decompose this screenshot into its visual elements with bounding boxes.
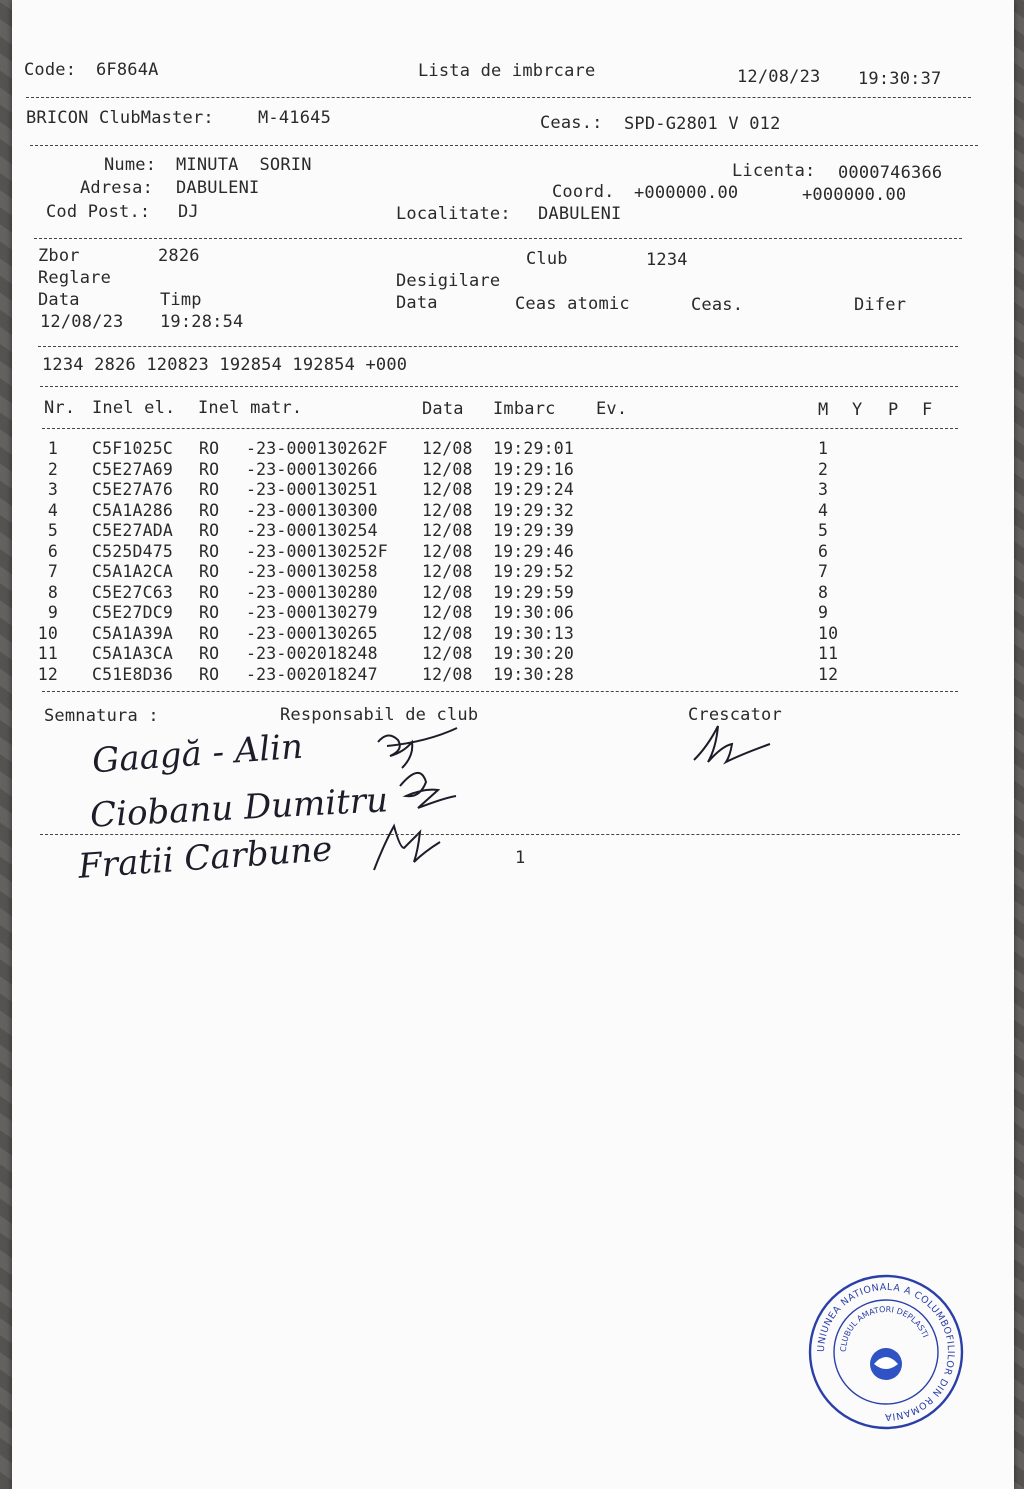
cell-nr: 9	[47, 603, 58, 622]
cell-m: 12	[818, 664, 839, 684]
cell-date: 12/08	[422, 664, 473, 684]
breeder-label: Crescator	[688, 705, 782, 725]
cell-ring-reg: -23-000130300	[246, 500, 378, 520]
cell-nr: 5	[47, 521, 58, 540]
cell-country: RO	[199, 664, 220, 684]
col-y: Y	[852, 400, 863, 420]
cell-ring-reg: -23-000130251	[246, 480, 378, 499]
flight-number: 2826	[158, 246, 200, 266]
cell-ring-reg: -23-000130266	[246, 459, 378, 479]
cell-nr: 7	[47, 562, 58, 581]
handwritten-signature-2: Ciobanu Dumitru	[89, 780, 389, 836]
col-p: P	[888, 400, 899, 420]
cell-ring-el: C5A1A286	[92, 500, 174, 520]
col-ring-reg: Inel matr.	[198, 398, 303, 418]
cell-nr: 10	[37, 623, 58, 643]
cell-date: 12/08	[422, 623, 473, 643]
cell-m: 10	[818, 623, 839, 643]
document-title: Lista de imbrcare	[418, 61, 596, 81]
clock-model: SPD-G2801 V 012	[624, 114, 781, 134]
unseal-label: Desigilare	[396, 271, 501, 291]
cell-country: RO	[199, 500, 220, 520]
cell-country: RO	[199, 644, 220, 663]
cell-m: 1	[818, 439, 829, 458]
coord-label: Coord.	[552, 182, 615, 202]
col-entry: Imbarc	[493, 399, 556, 419]
cell-nr: 3	[47, 480, 58, 499]
col-f: F	[922, 400, 933, 420]
cell-m: 5	[818, 521, 829, 540]
setting-label: Reglare	[38, 268, 112, 288]
cell-ring-reg: -23-000130252F	[246, 541, 388, 561]
setting-time: 19:28:54	[160, 312, 244, 332]
cell-ring-reg: -23-000130258	[246, 562, 378, 581]
cell-country: RO	[199, 603, 220, 622]
cell-nr: 4	[47, 500, 58, 520]
code-value: 6F864A	[96, 60, 159, 80]
device-id: M-41645	[258, 108, 332, 128]
cell-time: 19:30:28	[493, 664, 575, 684]
cell-nr: 2	[47, 459, 58, 479]
cell-country: RO	[199, 582, 220, 602]
setting-time-label: Timp	[160, 290, 202, 310]
print-date: 12/08/23	[737, 67, 821, 87]
cell-date: 12/08	[422, 644, 473, 663]
locality-value: DABULENI	[538, 204, 622, 224]
cell-time: 19:30:20	[493, 644, 575, 663]
col-ev: Ev.	[596, 399, 628, 419]
club-label: Club	[526, 249, 568, 269]
club-responsible-label: Responsabil de club	[280, 705, 479, 725]
cell-country: RO	[199, 562, 220, 581]
receipt-paper	[12, 0, 1014, 1489]
cell-country: RO	[199, 623, 220, 643]
cell-nr: 1	[47, 439, 58, 458]
cell-ring-reg: -23-000130265	[246, 623, 378, 643]
cell-m: 2	[818, 459, 829, 479]
postal-code: DJ	[178, 202, 199, 222]
cell-ring-reg: -23-000130254	[246, 521, 378, 540]
col-date: Data	[422, 399, 464, 419]
license-number: 0000746366	[838, 163, 943, 183]
signature-scribbles	[12, 0, 1014, 900]
address-label: Adresa:	[80, 178, 154, 198]
cell-m: 7	[818, 562, 829, 581]
cell-time: 19:29:01	[493, 439, 575, 458]
device-name: BRICON ClubMaster:	[26, 108, 214, 128]
cell-time: 19:29:32	[493, 500, 575, 520]
name-label: Nume:	[104, 155, 157, 175]
difference-label: Difer	[854, 295, 907, 315]
coord-2: +000000.00	[802, 185, 907, 205]
cell-time: 19:29:24	[493, 480, 575, 499]
cell-ring-reg: -23-000130262F	[246, 439, 388, 458]
cell-date: 12/08	[422, 459, 473, 479]
code-label: Code:	[24, 60, 77, 80]
cell-ring-el: C5A1A2CA	[92, 562, 174, 581]
cell-m: 8	[818, 582, 829, 602]
cell-time: 19:29:46	[493, 541, 575, 561]
cell-date: 12/08	[422, 521, 473, 540]
flight-label: Zbor	[38, 246, 80, 266]
cell-time: 19:29:52	[493, 562, 575, 581]
club-number: 1234	[646, 250, 688, 270]
cell-country: RO	[199, 541, 220, 561]
cell-date: 12/08	[422, 480, 473, 499]
cell-ring-reg: -23-002018247	[246, 664, 378, 684]
license-label: Licenta:	[732, 161, 816, 181]
cell-ring-reg: -23-000130279	[246, 603, 378, 622]
unseal-date-label: Data	[396, 293, 438, 313]
cell-country: RO	[199, 439, 220, 458]
club-stamp	[806, 1272, 966, 1432]
cell-country: RO	[199, 480, 220, 499]
cell-ring-el: C5E27A69	[92, 459, 174, 479]
cell-date: 12/08	[422, 603, 473, 622]
cell-m: 3	[818, 480, 829, 499]
cell-country: RO	[199, 459, 220, 479]
atomic-clock-label: Ceas atomic	[515, 294, 630, 314]
postal-label: Cod Post.:	[46, 202, 151, 222]
owner-name: MINUTA SORIN	[176, 155, 312, 175]
cell-ring-el: C5A1A39A	[92, 623, 174, 643]
divider	[40, 834, 960, 835]
setting-date: 12/08/23	[40, 312, 124, 332]
cell-time: 19:30:13	[493, 623, 575, 643]
cell-date: 12/08	[422, 562, 473, 581]
cell-country: RO	[199, 521, 220, 540]
signature-label: Semnatura :	[44, 706, 159, 726]
svg-text:CLUBUL AMATORI DEPLASTI: CLUBUL AMATORI DEPLASTI	[838, 1304, 931, 1353]
cell-time: 19:29:16	[493, 459, 575, 479]
cell-m: 4	[818, 500, 829, 520]
col-ring-el: Inel el.	[92, 398, 176, 418]
page-number: 1	[515, 848, 526, 868]
cell-ring-el: C5E27C63	[92, 582, 174, 602]
cell-time: 19:29:39	[493, 521, 575, 540]
coord-1: +000000.00	[634, 183, 739, 203]
handwritten-signature-3: Fratii Carbune	[76, 829, 334, 887]
cell-m: 6	[818, 541, 829, 561]
clock-col-label: Ceas.	[691, 295, 744, 315]
cell-date: 12/08	[422, 541, 473, 561]
cell-date: 12/08	[422, 582, 473, 602]
cell-ring-el: C51E8D36	[92, 664, 174, 684]
cell-ring-reg: -23-002018248	[246, 644, 378, 663]
cell-time: 19:30:06	[493, 603, 575, 622]
clock-label: Ceas.:	[540, 113, 603, 133]
cell-nr: 6	[47, 541, 58, 561]
cell-ring-el: C525D475	[92, 541, 174, 561]
cell-ring-reg: -23-000130280	[246, 582, 378, 602]
handwritten-signature-1: Gaagă - Alin	[90, 726, 305, 782]
locality-label: Localitate:	[396, 204, 511, 224]
cell-ring-el: C5E27A76	[92, 480, 174, 499]
cell-ring-el: C5E27ADA	[92, 521, 174, 540]
summary-line: 1234 2826 120823 192854 192854 +000	[42, 355, 408, 375]
cell-date: 12/08	[422, 500, 473, 520]
cell-ring-el: C5F1025C	[92, 439, 174, 458]
cell-m: 9	[818, 603, 829, 622]
owner-address: DABULENI	[176, 178, 260, 198]
print-time: 19:30:37	[858, 69, 942, 89]
cell-date: 12/08	[422, 439, 473, 458]
setting-date-label: Data	[38, 290, 80, 310]
cell-nr: 12	[37, 664, 58, 684]
cell-time: 19:29:59	[493, 582, 575, 602]
col-nr: Nr.	[44, 398, 76, 418]
cell-ring-el: C5A1A3CA	[92, 644, 174, 663]
svg-text:UNIUNEA NATIONALA A COLUMBOFIL: UNIUNEA NATIONALA A COLUMBOFILILOR DIN ROMANIA	[815, 1281, 957, 1423]
cell-nr: 11	[37, 644, 58, 663]
cell-nr: 8	[47, 582, 58, 602]
col-m: M	[818, 400, 829, 420]
cell-ring-el: C5E27DC9	[92, 603, 174, 622]
cell-m: 11	[818, 644, 839, 663]
